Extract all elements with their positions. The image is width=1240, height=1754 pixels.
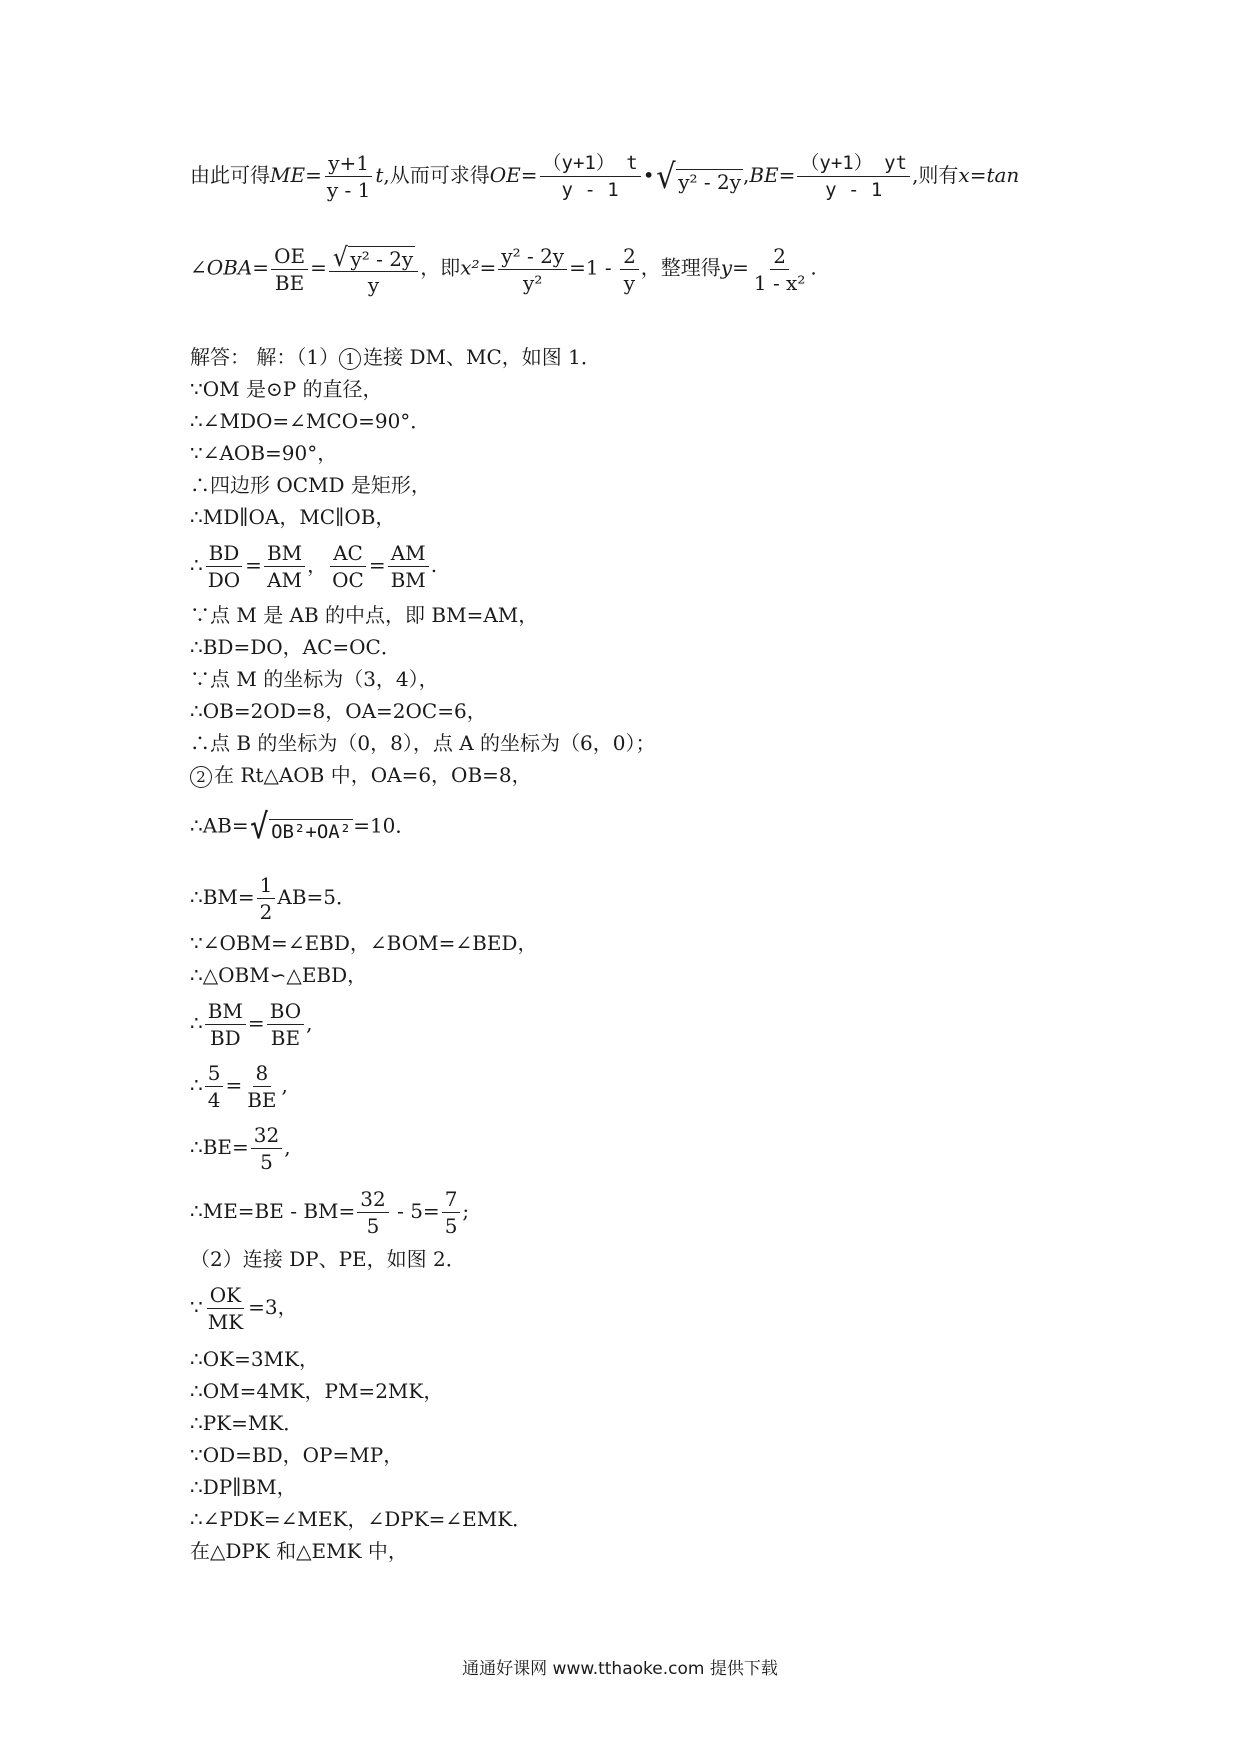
proof-line: ∴MD∥OA，MC∥OB， (190, 505, 396, 529)
page-footer: 通通好课网 www.tthaoke.com 提供下载 (462, 1659, 778, 1679)
fraction: $\frac{BD}{DO}$ (205, 540, 243, 593)
fraction: $\frac{(y+1) t}{y - 1}$ (540, 150, 641, 203)
var: ME (270, 163, 306, 187)
text: ,则有 (912, 163, 959, 187)
proof-line: ∵OD=BD，OP=MP， (190, 1443, 404, 1467)
text: =1 - (569, 255, 619, 280)
proof-line: 2 在 Rt△AOB 中，OA=6，OB=8， (190, 762, 532, 788)
proof-line: ∴OM=4MK，PM=2MK， (190, 1379, 444, 1403)
var: y= (720, 255, 749, 280)
fraction: $\frac{8}{BE}$ (247, 1061, 277, 1112)
proof-line: ∴四边形 OCMD 是矩形， (190, 473, 431, 497)
text: ，整理得 (640, 255, 721, 280)
proof-line: ∴OB=2OD=8，OA=2OC=6， (190, 699, 487, 723)
proof-line: ∵OM 是⊙P 的直径， (190, 377, 383, 401)
circled-number: 1 (339, 348, 361, 370)
sqrt: √ y² - 2y (655, 156, 741, 197)
proof-line: ∴BD=DO，AC=OC． (190, 635, 401, 659)
ratio-line: ∴ $\frac{BD}{DO}$ = $\frac{BM}{AM}$ ， $\frac{AC}{OC}$ = $\frac{AM}{BM}$ . (190, 541, 438, 592)
ratio-line: ∴ $\frac{5}{4}$ = $\frac{8}{BE}$ , (190, 1061, 288, 1112)
circled-number: 2 (190, 766, 212, 788)
var: x=tan (958, 163, 1020, 187)
fraction: $\frac{1}{2}$ (257, 872, 276, 925)
proof-line: ∴BM= $\frac{1}{2}$ AB=5． (190, 873, 357, 924)
proof-line: ∴PK=MK． (190, 1411, 304, 1435)
fraction: $\frac{2}{y}$ (620, 243, 639, 296)
text: ,从而可求得 (383, 163, 490, 187)
fraction: $\frac{AC}{OC}$ (329, 540, 367, 593)
fraction: $\frac{AM}{BM}$ (388, 540, 429, 593)
text: ，即 (420, 255, 461, 280)
proof-line: ∵点 M 的坐标为（3，4）， (190, 667, 439, 691)
fraction: $\frac{BM}{BD}$ (205, 998, 246, 1051)
fraction: $\frac{2}{\text{1 - x²}}$ (753, 243, 806, 295)
var: t (375, 163, 384, 187)
solution-heading: 解答： 解：（1） 1 连接 DM、MC，如图 1． (190, 345, 601, 369)
text: 由此可得 (190, 163, 270, 187)
fraction: √ y² - 2y y (329, 240, 418, 298)
proof-line: ∴OK=3MK， (190, 1347, 319, 1371)
proof-line: ∴ME=BE - BM= $\frac{32}{5}$ - 5= $\frac{7}{5}$ ; (190, 1187, 470, 1238)
proof-line: ∵点 M 是 AB 的中点，即 BM=AM， (190, 603, 539, 627)
proof-line: ∴BE= $\frac{32}{5}$ , (190, 1123, 291, 1174)
ratio-line: ∴ $\frac{BM}{BD}$ = $\frac{BO}{BE}$ , (190, 999, 313, 1050)
fraction: $\frac{5}{4}$ (205, 1060, 224, 1113)
var: ∠OBA= (190, 255, 270, 280)
proof-line: ∴∠MDO=∠MCO=90°． (190, 409, 431, 433)
sqrt: √ OB²+OA² (249, 807, 352, 847)
derivation-line-1: 由此可得ME= $\frac{y+1}{y - 1}$ t,从而可求得OE= $\frac{(y+1) t}{y - 1}$ • √ y² - 2y ,BE= $\frac{(y+1) yt}{y - 1}$ ,则有x=tan (190, 151, 1020, 202)
fraction: $\frac{(y+1) yt}{y - 1}$ (797, 150, 910, 203)
fraction: $\frac{BO}{BE}$ (267, 998, 304, 1051)
proof-line: 在△DPK 和△EMK 中， (190, 1539, 408, 1563)
fraction: $\frac{OK}{MK}$ (207, 1283, 244, 1334)
var: OE (489, 163, 521, 187)
proof-line: ∴∠PDK=∠MEK，∠DPK=∠EMK． (190, 1507, 533, 1531)
proof-line: ∵∠OBM=∠EBD，∠BOM=∠BED， (190, 931, 538, 955)
ratio-line: ∵ $\frac{OK}{MK}$ =3， (190, 1283, 298, 1334)
fraction: $\frac{7}{5}$ (442, 1186, 461, 1239)
fraction: $\frac{32}{5}$ (251, 1122, 282, 1175)
fraction: $\frac{\text{y² - 2y}}{\text{y²}}$ (498, 243, 567, 296)
fraction: $\frac{y+1}{y - 1}$ (326, 151, 371, 202)
fraction: $\frac{32}{5}$ (357, 1186, 388, 1239)
proof-line: ∴△OBM∽△EBD， (190, 963, 368, 987)
proof-line: ∵∠AOB=90°， (190, 441, 338, 465)
derivation-line-2: ∠OBA= $\frac{OE}{BE}$ = √ y² - 2y y ，即x²= $\frac{\text{y² - 2y}}{\text{y²}}$ =1 - $\frac{2}{y}$ ，整理得y= $\frac{2}{\text{1 - x²}}$ . (190, 240, 817, 298)
var: BE (749, 163, 779, 187)
proof-line: ∴点 B 的坐标为（0，8），点 A 的坐标为（6，0）； (190, 731, 656, 755)
proof-line: ∴DP∥BM， (190, 1475, 297, 1499)
proof-line: ∴AB= √ OB²+OA² =10． (190, 807, 416, 847)
fraction: $\frac{OE}{BE}$ (271, 243, 308, 296)
proof-line: （2）连接 DP、PE，如图 2． (190, 1247, 466, 1271)
fraction: $\frac{BM}{AM}$ (264, 540, 305, 593)
var: x²= (460, 255, 497, 280)
